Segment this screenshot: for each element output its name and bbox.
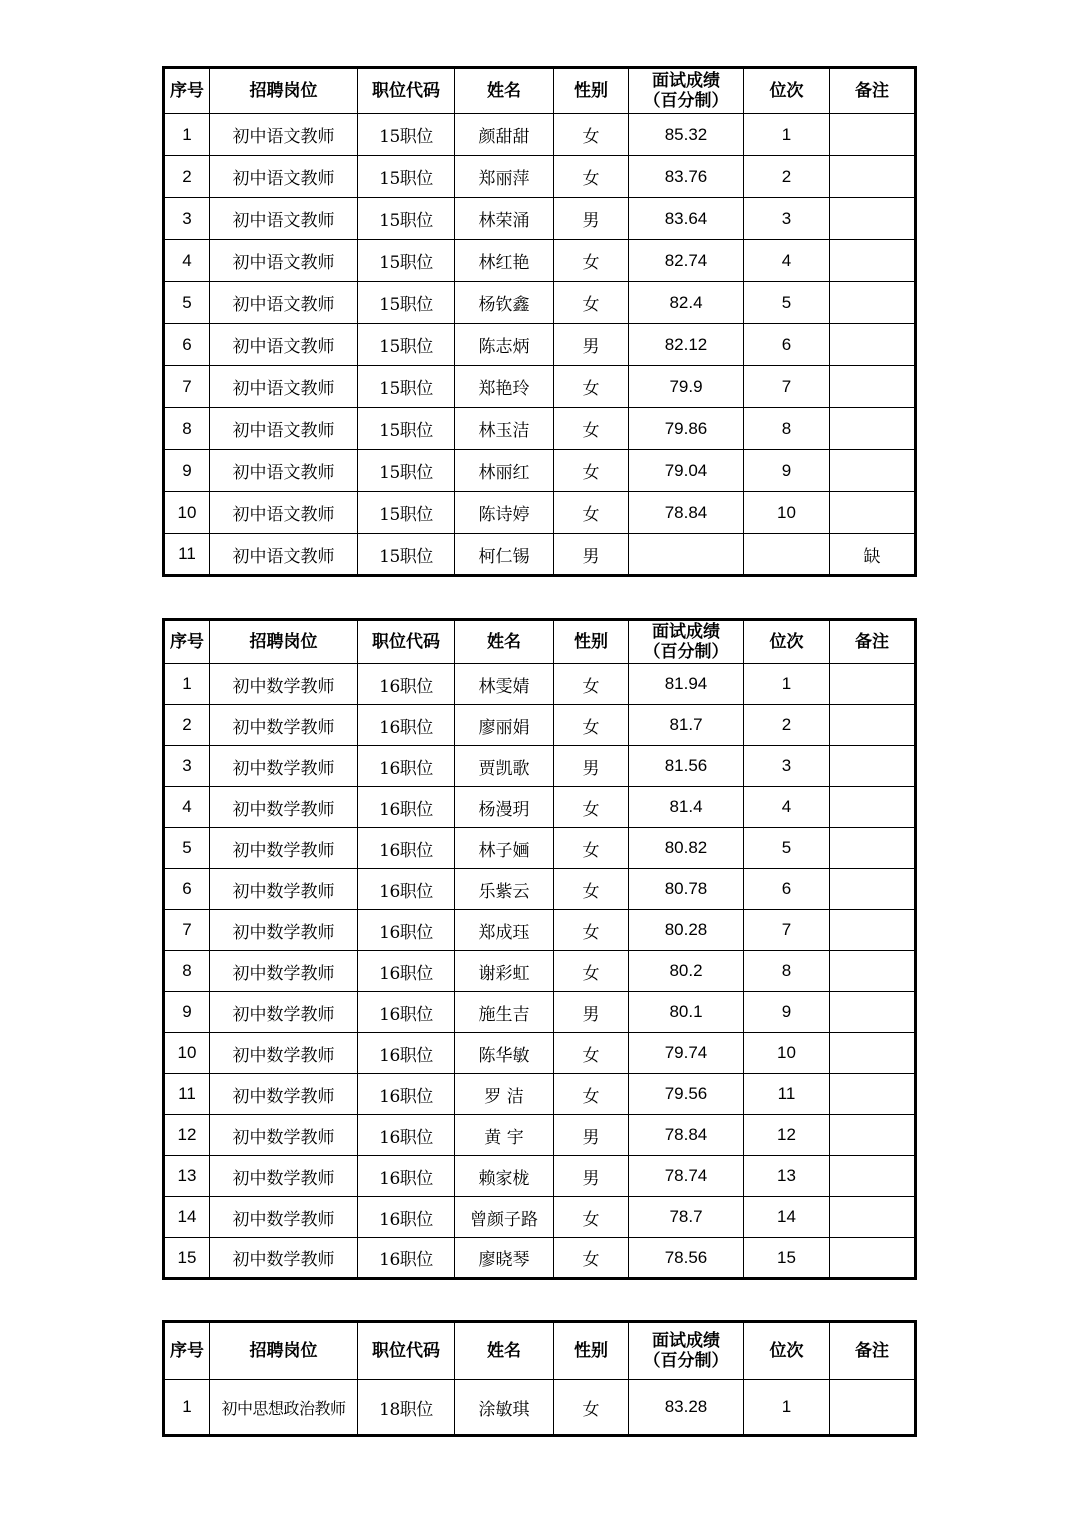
cell-gender: 女 <box>554 664 629 705</box>
cell-num: 9 <box>164 992 210 1033</box>
cell-score: 83.76 <box>629 156 744 198</box>
cell-gender: 男 <box>554 992 629 1033</box>
cell-position: 初中思想政治教师 <box>210 1380 358 1436</box>
cell-rank: 8 <box>744 408 830 450</box>
cell-code: 15职位 <box>358 240 455 282</box>
cell-score: 80.28 <box>629 910 744 951</box>
cell-score: 80.82 <box>629 828 744 869</box>
cell-score: 79.9 <box>629 366 744 408</box>
header-code: 职位代码 <box>358 68 455 114</box>
cell-note <box>830 114 916 156</box>
cell-num: 8 <box>164 408 210 450</box>
cell-num: 3 <box>164 746 210 787</box>
cell-code: 16职位 <box>358 1033 455 1074</box>
table-row <box>164 408 916 450</box>
cell-num: 4 <box>164 240 210 282</box>
cell-code: 16职位 <box>358 664 455 705</box>
table-row <box>164 787 916 828</box>
header-score-line1: 面试成绩 <box>652 622 720 642</box>
header-score-line1: 面试成绩 <box>652 1331 720 1351</box>
cell-gender: 男 <box>554 1115 629 1156</box>
cell-position: 初中语文教师 <box>210 156 358 198</box>
header-num: 序号 <box>164 620 210 664</box>
cell-gender: 女 <box>554 828 629 869</box>
cell-code: 16职位 <box>358 746 455 787</box>
cell-name: 林丽红 <box>455 450 554 492</box>
cell-num: 4 <box>164 787 210 828</box>
cell-note <box>830 1197 916 1238</box>
cell-code: 15职位 <box>358 492 455 534</box>
cell-gender: 女 <box>554 1033 629 1074</box>
cell-position: 初中数学教师 <box>210 828 358 869</box>
cell-code: 18职位 <box>358 1380 455 1436</box>
cell-gender: 女 <box>554 1238 629 1279</box>
math-teacher-table <box>162 618 917 1280</box>
cell-name: 杨钦鑫 <box>455 282 554 324</box>
cell-score: 82.74 <box>629 240 744 282</box>
cell-rank: 8 <box>744 951 830 992</box>
cell-rank: 12 <box>744 1115 830 1156</box>
cell-gender: 女 <box>554 910 629 951</box>
cell-rank: 4 <box>744 787 830 828</box>
header-gender: 性别 <box>554 620 629 664</box>
cell-score: 79.74 <box>629 1033 744 1074</box>
cell-num: 6 <box>164 324 210 366</box>
cell-num: 5 <box>164 282 210 324</box>
table-row <box>164 828 916 869</box>
cell-rank: 10 <box>744 1033 830 1074</box>
cell-score: 81.7 <box>629 705 744 746</box>
cell-score: 81.4 <box>629 787 744 828</box>
cell-position: 初中数学教师 <box>210 992 358 1033</box>
cell-gender: 女 <box>554 705 629 746</box>
cell-name: 郑丽萍 <box>455 156 554 198</box>
cell-code: 16职位 <box>358 992 455 1033</box>
cell-name: 施生吉 <box>455 992 554 1033</box>
cell-score <box>629 534 744 576</box>
table-row <box>164 324 916 366</box>
cell-rank: 5 <box>744 828 830 869</box>
header-rank: 位次 <box>744 620 830 664</box>
cell-name: 贾凯歌 <box>455 746 554 787</box>
header-rank: 位次 <box>744 1322 830 1380</box>
header-name: 姓名 <box>455 1322 554 1380</box>
cell-gender: 男 <box>554 1156 629 1197</box>
cell-position: 初中语文教师 <box>210 324 358 366</box>
cell-name: 林荣涌 <box>455 198 554 240</box>
cell-rank: 1 <box>744 1380 830 1436</box>
cell-note <box>830 746 916 787</box>
cell-position: 初中数学教师 <box>210 787 358 828</box>
header-position: 招聘岗位 <box>210 620 358 664</box>
table-row <box>164 664 916 705</box>
header-score-line2: （百分制） <box>643 91 729 111</box>
cell-gender: 女 <box>554 240 629 282</box>
cell-num: 11 <box>164 1074 210 1115</box>
cell-score: 85.32 <box>629 114 744 156</box>
cell-score: 81.56 <box>629 746 744 787</box>
header-num: 序号 <box>164 68 210 114</box>
cell-num: 1 <box>164 664 210 705</box>
cell-gender: 女 <box>554 1380 629 1436</box>
cell-code: 16职位 <box>358 1197 455 1238</box>
table-row <box>164 492 916 534</box>
cell-num: 1 <box>164 114 210 156</box>
cell-num: 2 <box>164 156 210 198</box>
cell-note <box>830 1115 916 1156</box>
cell-num: 1 <box>164 1380 210 1436</box>
cell-name: 林子婳 <box>455 828 554 869</box>
cell-note <box>830 366 916 408</box>
cell-code: 16职位 <box>358 951 455 992</box>
cell-note <box>830 951 916 992</box>
cell-gender: 女 <box>554 492 629 534</box>
cell-gender: 男 <box>554 534 629 576</box>
cell-name: 林雯婧 <box>455 664 554 705</box>
cell-num: 5 <box>164 828 210 869</box>
cell-position: 初中语文教师 <box>210 114 358 156</box>
header-position: 招聘岗位 <box>210 68 358 114</box>
cell-gender: 女 <box>554 951 629 992</box>
chinese-teacher-table <box>162 66 917 577</box>
cell-code: 16职位 <box>358 1074 455 1115</box>
cell-num: 8 <box>164 951 210 992</box>
cell-position: 初中数学教师 <box>210 705 358 746</box>
cell-name: 郑艳玲 <box>455 366 554 408</box>
cell-position: 初中语文教师 <box>210 282 358 324</box>
table-row <box>164 1033 916 1074</box>
cell-name: 柯仁锡 <box>455 534 554 576</box>
cell-num: 2 <box>164 705 210 746</box>
header-gender: 性别 <box>554 68 629 114</box>
cell-gender: 女 <box>554 1197 629 1238</box>
cell-code: 16职位 <box>358 787 455 828</box>
table-row <box>164 156 916 198</box>
cell-rank: 9 <box>744 450 830 492</box>
cell-score: 78.74 <box>629 1156 744 1197</box>
cell-rank: 15 <box>744 1238 830 1279</box>
cell-note <box>830 240 916 282</box>
cell-rank: 2 <box>744 156 830 198</box>
cell-score: 79.56 <box>629 1074 744 1115</box>
cell-note <box>830 1033 916 1074</box>
table-row <box>164 114 916 156</box>
header-note: 备注 <box>830 68 916 114</box>
cell-rank: 14 <box>744 1197 830 1238</box>
cell-note <box>830 492 916 534</box>
cell-code: 16职位 <box>358 1115 455 1156</box>
cell-code: 16职位 <box>358 1238 455 1279</box>
cell-score: 80.78 <box>629 869 744 910</box>
cell-name: 陈志炳 <box>455 324 554 366</box>
table-row <box>164 534 916 576</box>
table-row <box>164 1156 916 1197</box>
header-score-line1: 面试成绩 <box>652 71 720 91</box>
header-row <box>164 1322 916 1380</box>
header-code: 职位代码 <box>358 620 455 664</box>
cell-num: 6 <box>164 869 210 910</box>
header-row <box>164 620 916 664</box>
cell-score: 79.86 <box>629 408 744 450</box>
cell-score: 81.94 <box>629 664 744 705</box>
table-row <box>164 910 916 951</box>
cell-note <box>830 992 916 1033</box>
table-row <box>164 992 916 1033</box>
table-row <box>164 1115 916 1156</box>
cell-score: 83.28 <box>629 1380 744 1436</box>
cell-position: 初中数学教师 <box>210 664 358 705</box>
header-note: 备注 <box>830 620 916 664</box>
cell-note <box>830 450 916 492</box>
cell-num: 15 <box>164 1238 210 1279</box>
table-row <box>164 366 916 408</box>
cell-rank: 1 <box>744 114 830 156</box>
header-name: 姓名 <box>455 68 554 114</box>
cell-rank: 4 <box>744 240 830 282</box>
cell-note <box>830 408 916 450</box>
cell-gender: 女 <box>554 1074 629 1115</box>
cell-position: 初中数学教师 <box>210 1156 358 1197</box>
table-row <box>164 198 916 240</box>
cell-rank: 6 <box>744 324 830 366</box>
cell-position: 初中数学教师 <box>210 951 358 992</box>
header-score-line2: （百分制） <box>643 1351 729 1371</box>
cell-code: 15职位 <box>358 534 455 576</box>
cell-name: 乐紫云 <box>455 869 554 910</box>
cell-name: 郑成珏 <box>455 910 554 951</box>
cell-gender: 男 <box>554 324 629 366</box>
cell-score: 82.4 <box>629 282 744 324</box>
header-row <box>164 68 916 114</box>
cell-score: 80.1 <box>629 992 744 1033</box>
cell-position: 初中语文教师 <box>210 198 358 240</box>
cell-note <box>830 705 916 746</box>
cell-name: 谢彩虹 <box>455 951 554 992</box>
cell-score: 78.84 <box>629 1115 744 1156</box>
cell-position: 初中语文教师 <box>210 366 358 408</box>
cell-position: 初中数学教师 <box>210 1197 358 1238</box>
cell-name: 曾颜子路 <box>455 1197 554 1238</box>
header-note: 备注 <box>830 1322 916 1380</box>
cell-gender: 女 <box>554 282 629 324</box>
cell-note <box>830 156 916 198</box>
table-row <box>164 746 916 787</box>
header-num: 序号 <box>164 1322 210 1380</box>
cell-rank: 3 <box>744 198 830 240</box>
header-score <box>629 620 744 664</box>
cell-name: 赖家栊 <box>455 1156 554 1197</box>
cell-rank: 9 <box>744 992 830 1033</box>
cell-rank: 7 <box>744 366 830 408</box>
cell-code: 16职位 <box>358 705 455 746</box>
header-score-line2: （百分制） <box>643 642 729 662</box>
cell-position: 初中数学教师 <box>210 1238 358 1279</box>
cell-gender: 女 <box>554 366 629 408</box>
cell-num: 14 <box>164 1197 210 1238</box>
cell-score: 80.2 <box>629 951 744 992</box>
cell-gender: 男 <box>554 746 629 787</box>
cell-note <box>830 1156 916 1197</box>
cell-num: 9 <box>164 450 210 492</box>
cell-rank: 1 <box>744 664 830 705</box>
cell-rank: 11 <box>744 1074 830 1115</box>
table-row <box>164 450 916 492</box>
cell-code: 15职位 <box>358 324 455 366</box>
cell-gender: 男 <box>554 198 629 240</box>
cell-note <box>830 1380 916 1436</box>
cell-code: 15职位 <box>358 366 455 408</box>
cell-score: 78.84 <box>629 492 744 534</box>
cell-note <box>830 1074 916 1115</box>
cell-name: 黄 宇 <box>455 1115 554 1156</box>
cell-rank: 5 <box>744 282 830 324</box>
cell-score: 78.56 <box>629 1238 744 1279</box>
cell-score: 82.12 <box>629 324 744 366</box>
cell-code: 15职位 <box>358 156 455 198</box>
table-row <box>164 1238 916 1279</box>
cell-note <box>830 282 916 324</box>
cell-num: 12 <box>164 1115 210 1156</box>
cell-rank: 2 <box>744 705 830 746</box>
politics-teacher-table <box>162 1320 917 1437</box>
cell-gender: 女 <box>554 408 629 450</box>
cell-code: 15职位 <box>358 282 455 324</box>
cell-gender: 女 <box>554 787 629 828</box>
cell-num: 10 <box>164 492 210 534</box>
cell-name: 涂敏琪 <box>455 1380 554 1436</box>
cell-num: 7 <box>164 366 210 408</box>
cell-score: 83.64 <box>629 198 744 240</box>
cell-note <box>830 664 916 705</box>
cell-position: 初中数学教师 <box>210 1033 358 1074</box>
cell-rank: 13 <box>744 1156 830 1197</box>
cell-code: 15职位 <box>358 198 455 240</box>
table-row <box>164 705 916 746</box>
cell-note: 缺 <box>830 534 916 576</box>
cell-num: 3 <box>164 198 210 240</box>
header-rank: 位次 <box>744 68 830 114</box>
cell-note <box>830 787 916 828</box>
cell-rank: 3 <box>744 746 830 787</box>
cell-score: 79.04 <box>629 450 744 492</box>
table-row <box>164 240 916 282</box>
cell-note <box>830 324 916 366</box>
header-code: 职位代码 <box>358 1322 455 1380</box>
cell-gender: 女 <box>554 450 629 492</box>
cell-rank <box>744 534 830 576</box>
cell-code: 16职位 <box>358 1156 455 1197</box>
table-row <box>164 951 916 992</box>
cell-code: 15职位 <box>358 114 455 156</box>
cell-gender: 女 <box>554 156 629 198</box>
cell-num: 11 <box>164 534 210 576</box>
cell-num: 10 <box>164 1033 210 1074</box>
cell-num: 13 <box>164 1156 210 1197</box>
header-score <box>629 68 744 114</box>
cell-note <box>830 869 916 910</box>
header-gender: 性别 <box>554 1322 629 1380</box>
cell-gender: 女 <box>554 869 629 910</box>
cell-name: 颜甜甜 <box>455 114 554 156</box>
cell-note <box>830 1238 916 1279</box>
cell-name: 林红艳 <box>455 240 554 282</box>
cell-note <box>830 828 916 869</box>
cell-position: 初中语文教师 <box>210 492 358 534</box>
table-row <box>164 1074 916 1115</box>
cell-note <box>830 198 916 240</box>
cell-name: 罗 洁 <box>455 1074 554 1115</box>
cell-position: 初中数学教师 <box>210 746 358 787</box>
cell-rank: 6 <box>744 869 830 910</box>
cell-position: 初中数学教师 <box>210 1115 358 1156</box>
cell-num: 7 <box>164 910 210 951</box>
cell-position: 初中语文教师 <box>210 408 358 450</box>
cell-code: 16职位 <box>358 869 455 910</box>
cell-score: 78.7 <box>629 1197 744 1238</box>
cell-gender: 女 <box>554 114 629 156</box>
cell-code: 16职位 <box>358 828 455 869</box>
table-row <box>164 869 916 910</box>
table-row <box>164 1197 916 1238</box>
cell-rank: 10 <box>744 492 830 534</box>
cell-name: 廖晓琴 <box>455 1238 554 1279</box>
cell-note <box>830 910 916 951</box>
cell-name: 杨漫玥 <box>455 787 554 828</box>
cell-name: 陈诗婷 <box>455 492 554 534</box>
cell-code: 15职位 <box>358 408 455 450</box>
table-row <box>164 1380 916 1436</box>
header-position: 招聘岗位 <box>210 1322 358 1380</box>
cell-name: 陈华敏 <box>455 1033 554 1074</box>
cell-position: 初中语文教师 <box>210 450 358 492</box>
cell-name: 林玉洁 <box>455 408 554 450</box>
table-row <box>164 282 916 324</box>
cell-code: 15职位 <box>358 450 455 492</box>
cell-name: 廖丽娟 <box>455 705 554 746</box>
header-name: 姓名 <box>455 620 554 664</box>
cell-rank: 7 <box>744 910 830 951</box>
cell-position: 初中语文教师 <box>210 534 358 576</box>
header-score <box>629 1322 744 1380</box>
cell-position: 初中语文教师 <box>210 240 358 282</box>
cell-code: 16职位 <box>358 910 455 951</box>
cell-position: 初中数学教师 <box>210 910 358 951</box>
cell-position: 初中数学教师 <box>210 1074 358 1115</box>
cell-position: 初中数学教师 <box>210 869 358 910</box>
